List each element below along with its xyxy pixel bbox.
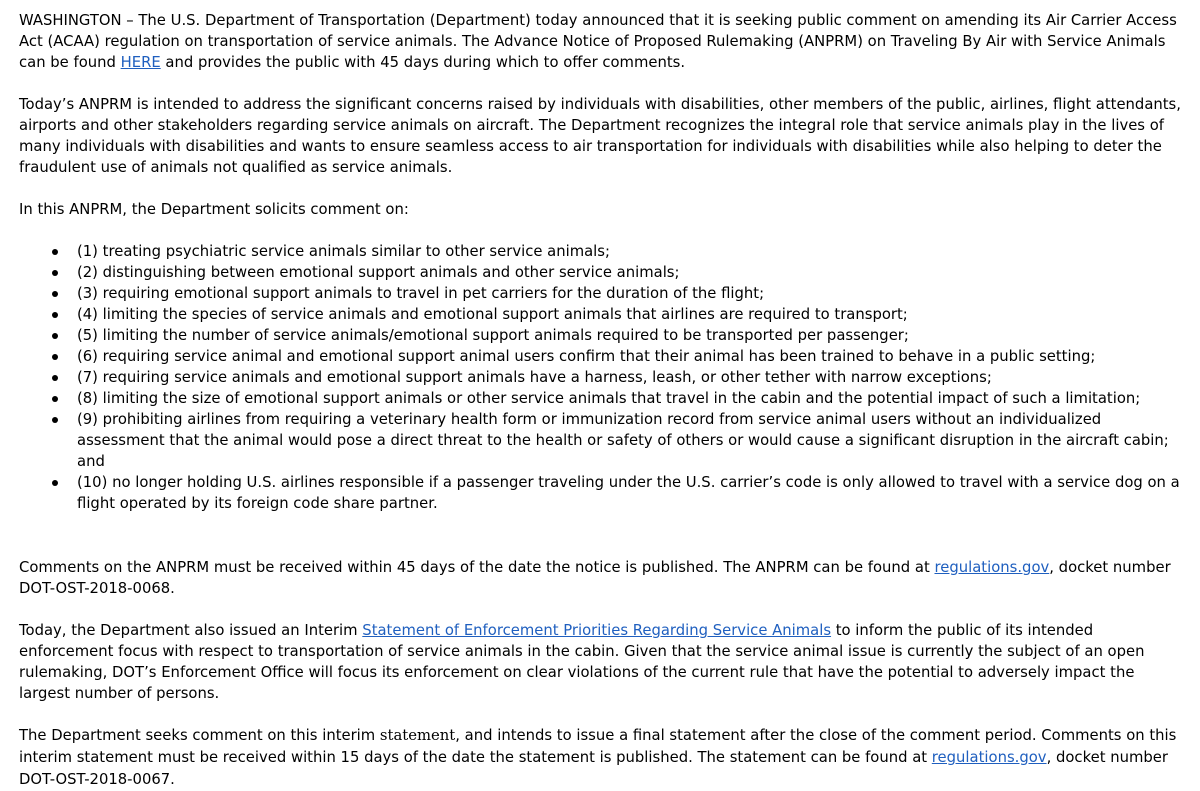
list-item-text: (1) treating psychiatric service animals similar to other service animals; (77, 243, 610, 260)
regulations-gov-link-2[interactable]: regulations.gov (931, 749, 1047, 766)
list-item (77, 472, 1184, 514)
bullet-icon (52, 270, 58, 276)
list-item (77, 388, 1184, 409)
interim-text-serif: statement (379, 727, 456, 744)
list-item-text: (4) limiting the species of service animals and emotional support animals that airlines are required to transport; (77, 306, 908, 323)
interim-text-a: The Department seeks comment on this interim (19, 727, 380, 744)
list-item-text: (7) requiring service animals and emotional support animals have a harness, leash, or other tether with narrow exceptions; (77, 369, 992, 386)
enforcement-statement-link[interactable]: Statement of Enforcement Priorities Regarding Service Animals (362, 622, 832, 639)
interim-text-b: , and intends to issue a final statement after the close of the comment period. Comments on this interim statement must be received within 15 days of the date the statement is published. The statement can be found at (19, 727, 1177, 766)
intro-text: WASHINGTON – The U.S. Department of Transportation (Department) today announced that it is seeking public comment on amending its Air Carrier Access Act (ACAA) regulation on transportation of service animals. The Advance Notice of Proposed Rulemaking (ANPRM) on Traveling By Air with Service Animals can be found (19, 12, 1177, 71)
list-item-text: (2) distinguishing between emotional support animals and other service animals; (77, 264, 680, 281)
interim-docket-text: , docket number DOT-OST-2018-0067. (19, 749, 1168, 788)
purpose-paragraph: Today’s ANPRM is intended to address the significant concerns raised by individuals with disabilities, other members of the public, airlines, flight attendants, airports and other stakeholders regarding service animals on aircraft. The Department recognizes the integral role that service animals play in the lives of many individuals with disabilities and wants to ensure seamless access to air transportation for individuals with disabilities while also helping to deter the fraudulent use of animals not qualified as service animals. (19, 96, 1181, 176)
bullet-icon (52, 480, 58, 486)
anprm-comments-text: Comments on the ANPRM must be received within 45 days of the date the notice is published. The ANPRM can be found at (19, 559, 935, 576)
regulations-gov-link[interactable]: regulations.gov (934, 559, 1050, 576)
list-item (77, 283, 1184, 304)
list-item (77, 241, 1184, 262)
intro-text-end: and provides the public with 45 days during which to offer comments. (160, 54, 686, 71)
enforcement-body-text: to inform the public of its intended enforcement focus with respect to transportation of service animals in the cabin. Given that the service animal issue is currently the subject of an open rulemaking, DOT’s Enforcement Office will focus its enforcement on clear violations of the current rule that have the potential to adversely impact the largest number of persons. (19, 622, 1145, 702)
enforcement-intro-text: Today, the Department also issued an Interim (19, 622, 363, 639)
list-item (77, 367, 1184, 388)
list-item-text: (8) limiting the size of emotional support animals or other service animals that travel in the cabin and the potential impact of such a limitation; (77, 390, 1141, 407)
bullet-icon (52, 417, 58, 423)
list-item (77, 262, 1184, 283)
enforcement-statement-paragraph (19, 620, 1184, 704)
anprm-here-link[interactable]: HERE (120, 54, 161, 71)
list-item-text: (10) no longer holding U.S. airlines responsible if a passenger traveling under the U.S. carrier’s code is only allowed to travel with a service dog on a flight operated by its foreign code share partner. (77, 474, 1180, 512)
list-item-text: (3) requiring emotional support animals to travel in pet carriers for the duration of the flight; (77, 285, 765, 302)
bullet-icon (52, 396, 58, 402)
press-release-document (19, 0, 1184, 791)
list-item-text: (9) prohibiting airlines from requiring a veterinary health form or immunization record from service animal users without an individualized assessment that the animal would pose a direct threat to the health or safety of others or would cause a significant disruption in the aircraft cabin; and (77, 411, 1169, 470)
list-item (77, 346, 1184, 367)
bullet-icon (52, 249, 58, 255)
anprm-docket-text: , docket number DOT-OST-2018-0068. (19, 559, 1171, 597)
comment-topics-list (19, 241, 1184, 514)
solicits-comment-heading: In this ANPRM, the Department solicits comment on: (19, 201, 409, 218)
interim-statement-paragraph (19, 725, 1184, 791)
list-item (77, 409, 1184, 472)
anprm-comments-paragraph (19, 557, 1184, 599)
bullet-icon (52, 312, 58, 318)
list-item (77, 325, 1184, 346)
bullet-icon (52, 333, 58, 339)
list-item-text: (6) requiring service animal and emotional support animal users confirm that their animal has been trained to behave in a public setting; (77, 348, 1096, 365)
bullet-icon (52, 354, 58, 360)
list-item (77, 304, 1184, 325)
intro-paragraph (19, 0, 1184, 73)
bullet-icon (52, 291, 58, 297)
bullet-icon (52, 375, 58, 381)
list-item-text: (5) limiting the number of service animals/emotional support animals required to be transported per passenger; (77, 327, 909, 344)
